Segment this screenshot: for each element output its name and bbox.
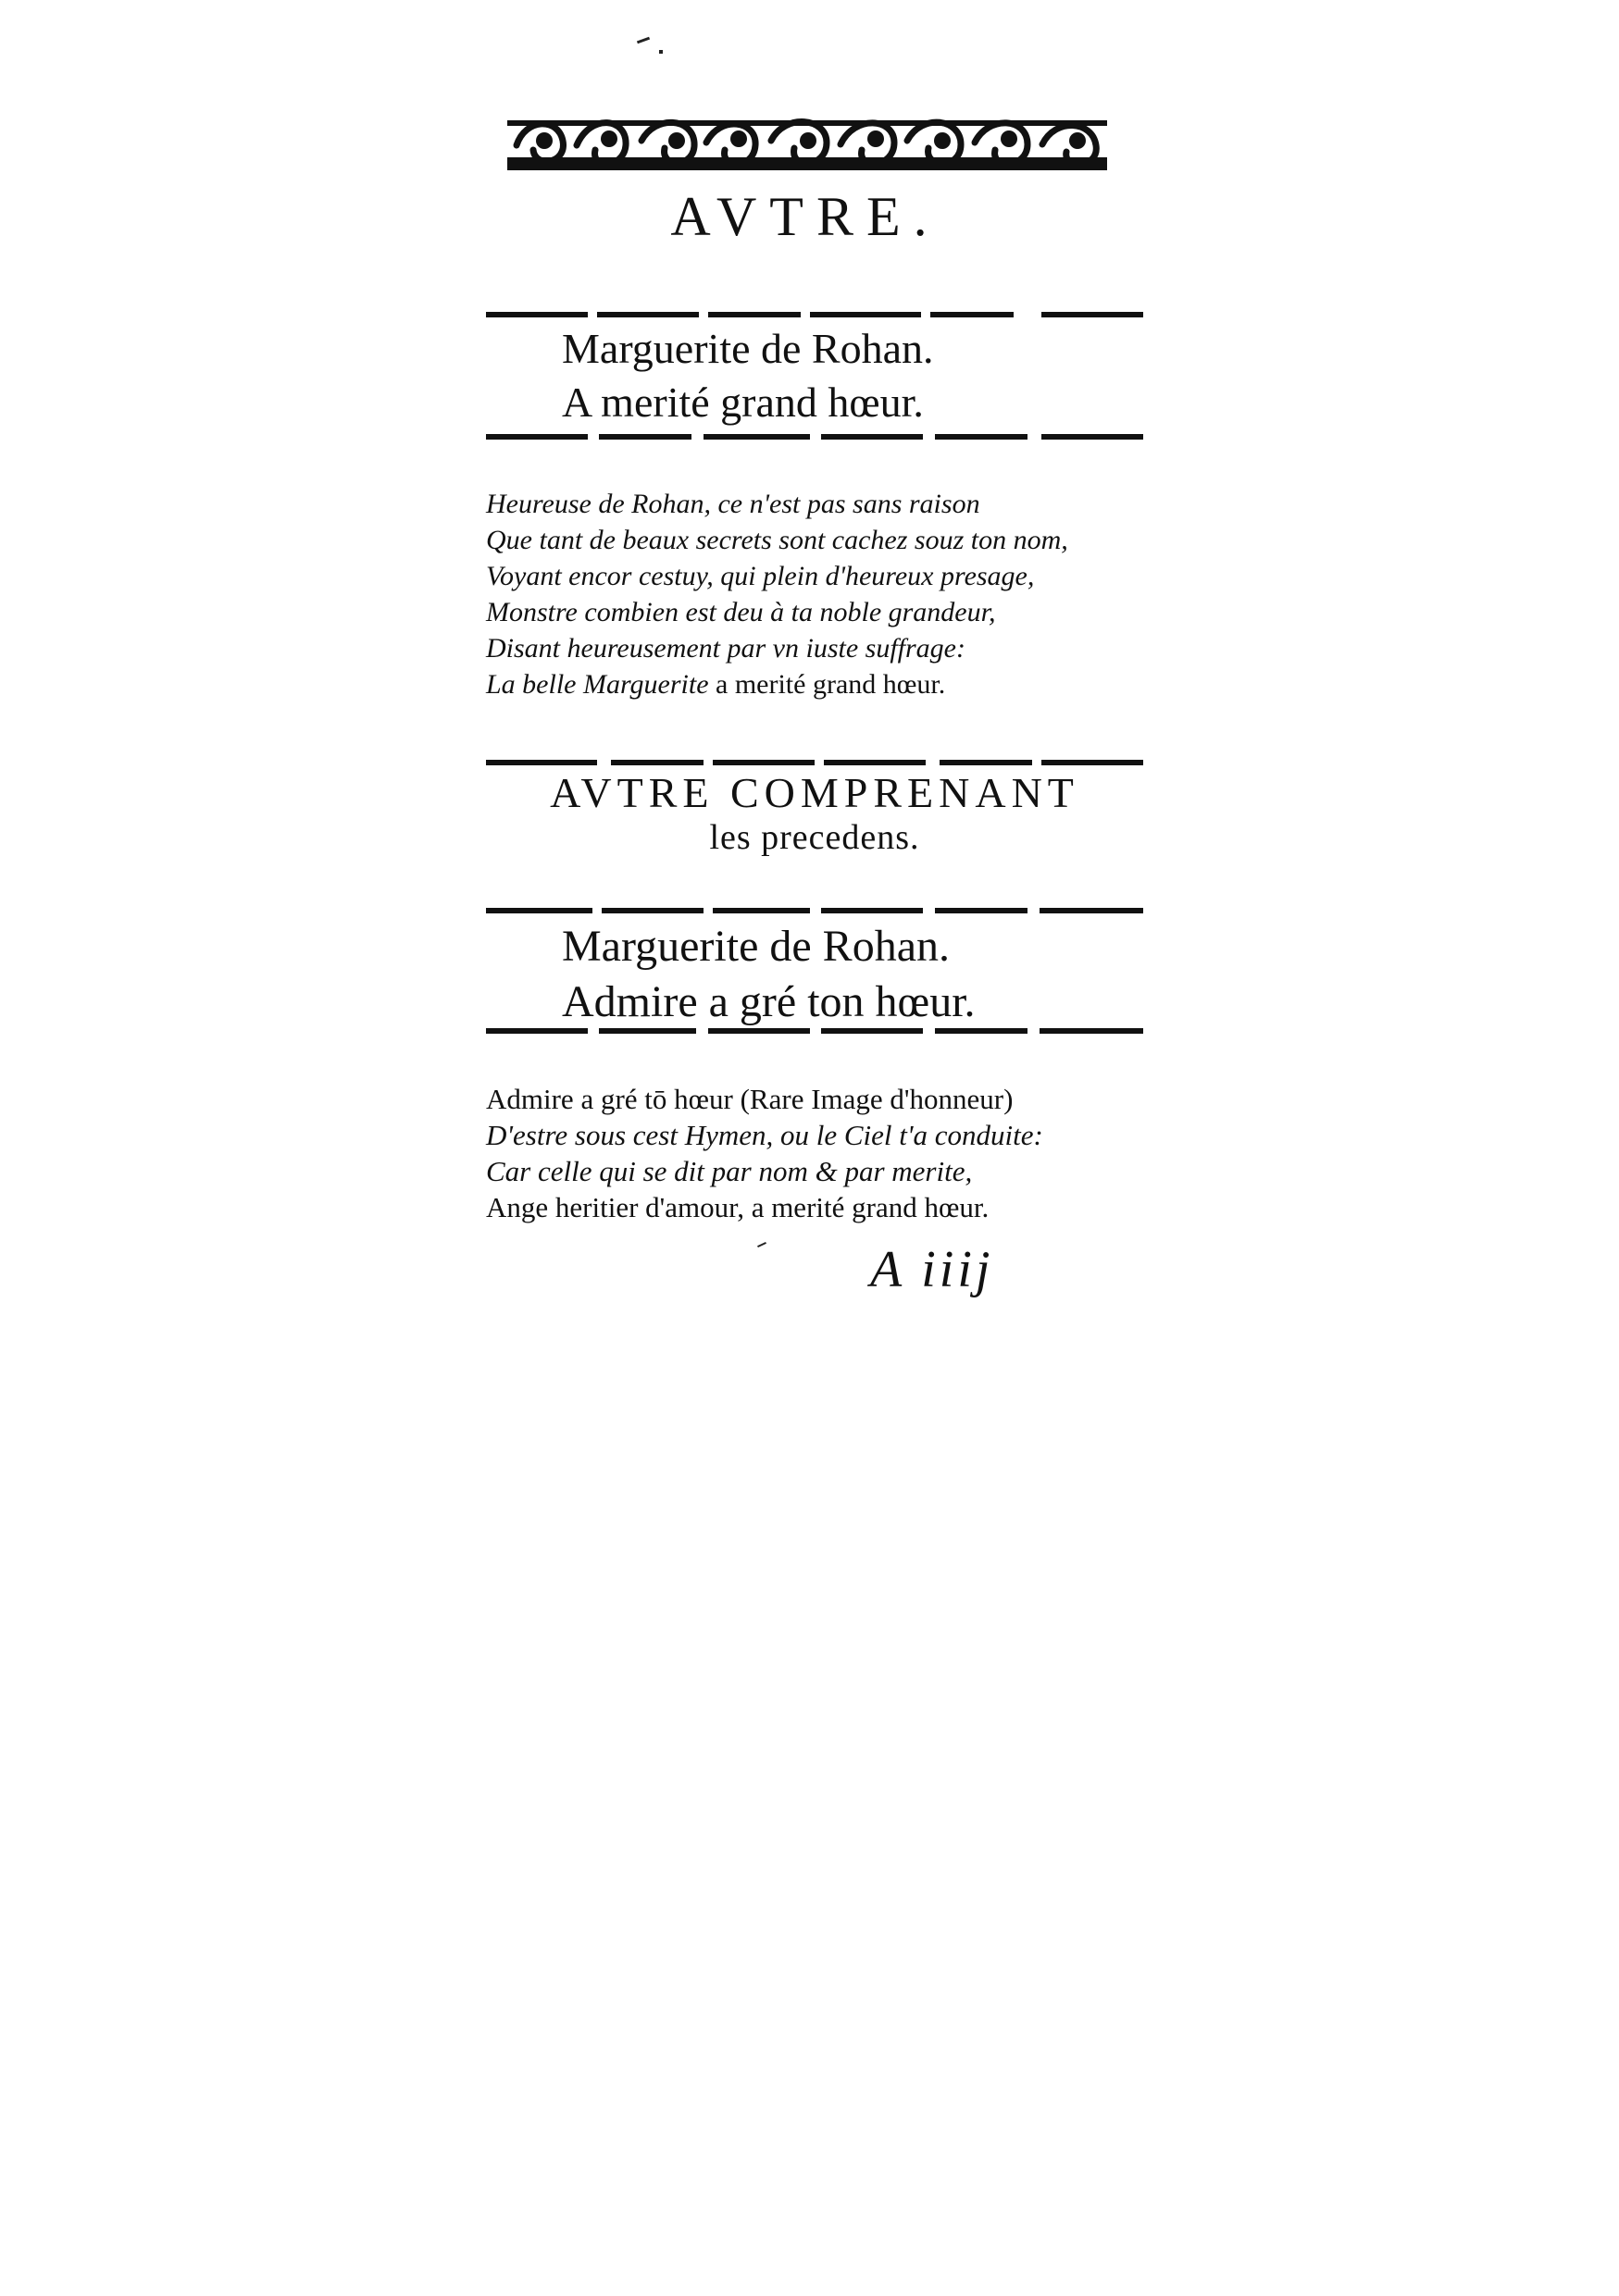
- verse-line: Monstre combien est deu à ta noble grandeur,: [486, 597, 996, 627]
- verse-line: [486, 666, 1068, 702]
- ink-speck: [637, 37, 650, 44]
- verse-line: Disant heureusement par vn iuste suffrage:: [486, 633, 965, 664]
- anagram-result: Admire a gré ton hœur.: [562, 977, 976, 1026]
- verse-line: Que tant de beaux secrets sont cachez souz ton nom,: [486, 525, 1068, 555]
- rule-bottom-3: [486, 1025, 1143, 1036]
- rule-bottom-1: [486, 431, 1143, 442]
- verse-line: D'estre sous cest Hymen, ou le Ciel t'a conduite:: [486, 1119, 1043, 1151]
- verse-line: Car celle qui se dit par nom & par merite,: [486, 1155, 973, 1187]
- epigram-2: [486, 1081, 1043, 1225]
- ink-speck: [757, 1242, 766, 1247]
- verse-upright-part: a merité grand hœur.: [708, 669, 946, 700]
- subheading-continuation: les precedens.: [709, 818, 920, 857]
- verse-line: Ange heritier d'amour, a merité grand hœur.: [486, 1191, 990, 1223]
- verse-line: Voyant encor cestuy, qui plein d'heureux presage,: [486, 561, 1035, 591]
- section-title: AVTRE.: [670, 186, 940, 247]
- ink-speck: [659, 50, 663, 54]
- anagram-block-1: [562, 322, 934, 429]
- rule-top-1: [486, 309, 1143, 320]
- verse-line: Heureuse de Rohan, ce n'est pas sans raison: [486, 489, 980, 519]
- verse-line: Admire a gré tō hœur (Rare Image d'honneur): [486, 1083, 1014, 1115]
- rule-top-3: [486, 905, 1143, 916]
- subheading: AVTRE COMPRENANT: [550, 769, 1079, 816]
- verse-italic-part: La belle Marguerite: [486, 669, 709, 700]
- signature-mark: A iiij: [870, 1241, 994, 1298]
- anagram-name: Marguerite de Rohan.: [562, 922, 950, 971]
- anagram-name: Marguerite de Rohan.: [562, 325, 934, 372]
- rule-top-2: [486, 757, 1143, 768]
- decorative-headpiece: [507, 104, 1107, 181]
- anagram-block-2: [562, 919, 976, 1030]
- anagram-result: A merité grand hœur.: [562, 379, 924, 426]
- sonnet-1: [486, 486, 1068, 702]
